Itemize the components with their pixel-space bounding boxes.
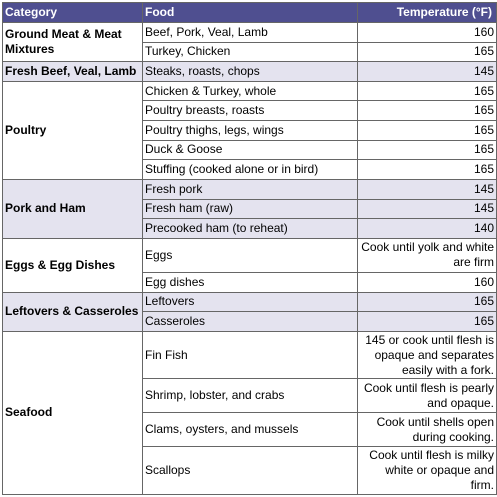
food-cell: Leftovers [143, 292, 358, 312]
temperature-cell: 165 [358, 312, 497, 332]
temperature-cell: Cook until shells open during cooking. [358, 413, 497, 447]
category-cell: Pork and Ham [3, 179, 143, 238]
header-temperature: Temperature (°F) [358, 3, 497, 23]
temperature-cell: 145 or cook until flesh is opaque and separates easily with a fork. [358, 331, 497, 379]
temperature-cell: Cook until flesh is pearly and opaque. [358, 379, 497, 413]
group-pork-ham [3, 179, 497, 238]
category-cell: Eggs & Egg Dishes [3, 238, 143, 292]
food-cell: Turkey, Chicken [143, 42, 358, 62]
food-cell: Poultry thighs, legs, wings [143, 121, 358, 141]
food-cell: Poultry breasts, roasts [143, 101, 358, 121]
group-leftovers [3, 292, 497, 331]
temperature-cell: 165 [358, 42, 497, 62]
temperature-cell: 165 [358, 101, 497, 121]
temperature-cell: 165 [358, 160, 497, 180]
category-cell: Seafood [3, 331, 143, 494]
temperature-cell: 140 [358, 219, 497, 239]
group-seafood [3, 331, 497, 494]
temperature-cell: 145 [358, 62, 497, 82]
temperature-cell: 145 [358, 199, 497, 219]
food-cell: Steaks, roasts, chops [143, 62, 358, 82]
temperature-cell: 165 [358, 292, 497, 312]
group-fresh-beef [3, 62, 497, 82]
temperature-cell: 165 [358, 121, 497, 141]
food-cell: Precooked ham (to reheat) [143, 219, 358, 239]
category-cell: Ground Meat & Meat Mixtures [3, 23, 143, 62]
table-row [3, 292, 497, 312]
table-row [3, 179, 497, 199]
food-cell: Eggs [143, 238, 358, 272]
food-cell: Fresh pork [143, 179, 358, 199]
food-cell: Stuffing (cooked alone or in bird) [143, 160, 358, 180]
temperature-table [2, 2, 497, 495]
category-cell: Poultry [3, 81, 143, 179]
table-row [3, 331, 497, 379]
food-cell: Shrimp, lobster, and crabs [143, 379, 358, 413]
group-poultry [3, 81, 497, 179]
category-cell: Leftovers & Casseroles [3, 292, 143, 331]
header-row [3, 3, 497, 23]
table-row [3, 81, 497, 101]
temperature-cell: 145 [358, 179, 497, 199]
temperature-cell: 165 [358, 81, 497, 101]
food-cell: Egg dishes [143, 272, 358, 292]
food-cell: Fin Fish [143, 331, 358, 379]
temperature-cell: Cook until yolk and white are firm [358, 238, 497, 272]
temperature-cell: 160 [358, 272, 497, 292]
table-row [3, 23, 497, 43]
temperature-cell: Cook until flesh is milky white or opaque and firm. [358, 447, 497, 495]
header-food: Food [143, 3, 358, 23]
temperature-cell: 165 [358, 140, 497, 160]
table-row [3, 62, 497, 82]
header-category: Category [3, 3, 143, 23]
food-cell: Clams, oysters, and mussels [143, 413, 358, 447]
food-cell: Beef, Pork, Veal, Lamb [143, 23, 358, 43]
food-cell: Casseroles [143, 312, 358, 332]
food-cell: Scallops [143, 447, 358, 495]
food-cell: Chicken & Turkey, whole [143, 81, 358, 101]
group-eggs [3, 238, 497, 292]
food-cell: Fresh ham (raw) [143, 199, 358, 219]
food-cell: Duck & Goose [143, 140, 358, 160]
group-ground-meat [3, 23, 497, 62]
category-cell: Fresh Beef, Veal, Lamb [3, 62, 143, 82]
table-row [3, 238, 497, 272]
temperature-cell: 160 [358, 23, 497, 43]
